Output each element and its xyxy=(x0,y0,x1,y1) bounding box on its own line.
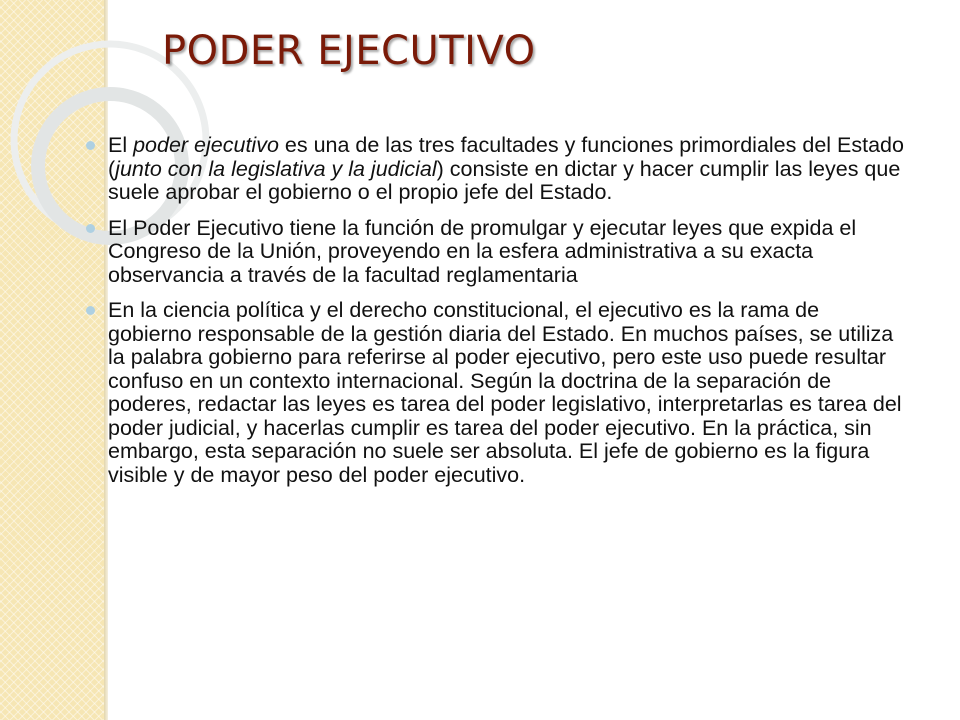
bullet-text xyxy=(108,216,856,287)
bullet-item xyxy=(108,299,904,487)
bullet-text xyxy=(108,133,904,204)
bullet-segment-italic: poder ejecutivo xyxy=(133,133,279,157)
left-decorative-band xyxy=(0,0,104,720)
bullet-segment: En la ciencia política y el derecho constitucional, el ejecutivo es la rama de gobierno responsable de la gestión diaria del Estado. En muchos países, se utiliza la palabra gobierno para referirse al poder ejecutivo, pero este uso puede resultar confuso en un contexto internacional. Según la doctrina de la separación de poderes, redactar las leyes es tarea del poder legislativo, interpretarlas es tarea del poder judicial, y hacerlas cumplir es tarea del poder ejecutivo. En la práctica, sin embargo, esta separación no suele ser absoluta. El jefe de gobierno es la figura visible y de mayor peso del poder ejecutivo. xyxy=(108,298,902,487)
bullet-text xyxy=(108,298,902,487)
bullet-list xyxy=(108,134,904,499)
bullet-segment: El Poder Ejecutivo tiene la función de promulgar y ejecutar leyes que expida el Congreso de la Unión, proveyendo en la esfera administrativa a su exacta observancia a través de la facultad reglamentaria xyxy=(108,215,857,287)
bullet-segment: El xyxy=(108,133,134,157)
bullet-segment-italic: junto con la legislativa y la judicial xyxy=(115,156,437,181)
bullet-dot-icon xyxy=(86,141,95,150)
bullet-dot-icon xyxy=(86,224,95,233)
page-title: PODER EJECUTIVO xyxy=(162,28,536,74)
bullet-segment: ) consiste en dictar y hacer cumplir las leyes que suele aprobar el gobierno o el propio jefe del Estado. xyxy=(108,156,901,204)
bullet-item xyxy=(108,134,904,205)
bullet-segment: es una de las tres facultades y funciones primordiales del Estado ( xyxy=(108,133,904,181)
bullet-dot-icon xyxy=(86,306,95,315)
bullet-item xyxy=(108,217,904,288)
